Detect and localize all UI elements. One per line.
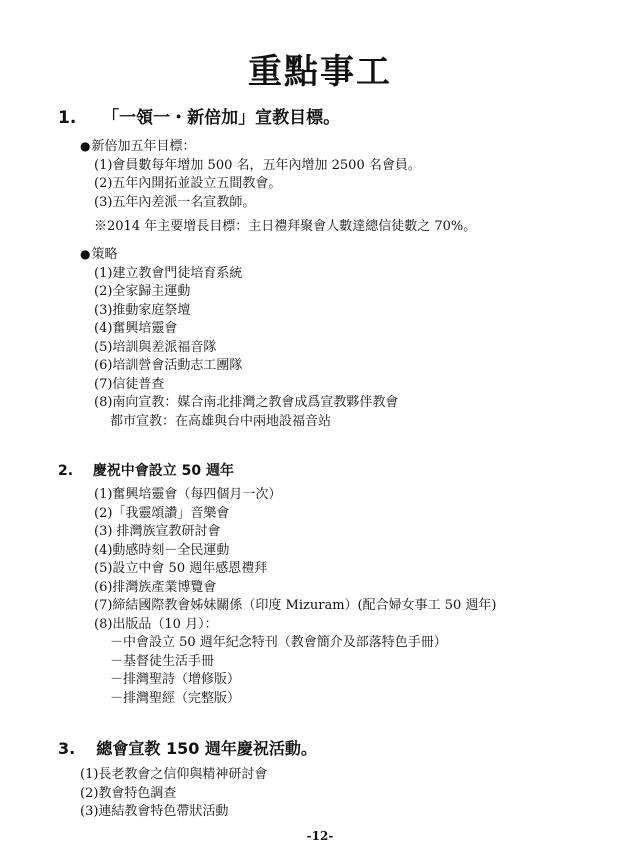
goals-group	[80, 137, 476, 237]
sub-list-item: －基督徒生活手冊	[110, 653, 215, 669]
list-item: (6)培訓營會活動志工團隊	[94, 358, 243, 373]
page-number: -12-	[306, 829, 334, 843]
sub-list-item: －排灣聖詩（增修版）	[110, 672, 241, 687]
list-item: (4)動感時刻－全民運動	[94, 542, 230, 558]
list-item: (7)信徒普查	[94, 376, 165, 392]
section-1-heading	[58, 103, 340, 128]
list-item: (1)奮興培靈會（每四個月一次）	[94, 487, 282, 502]
goals-heading: ●新倍加五年目標：	[80, 139, 196, 154]
list-item: (2)五年內開拓並設立五間教會。	[94, 176, 282, 191]
strategy-heading: ●策略	[80, 247, 118, 262]
list-item: (5)設立中會 50 週年感恩禮拜	[94, 561, 268, 576]
list-item: (3) 排灣族宣教研討會	[94, 524, 221, 539]
list-item: (4)奮興培靈會	[94, 321, 178, 336]
anniversary-list	[80, 486, 496, 708]
sub-list-item: －中會設立 50 週年紀念特刊（教會簡介及部落特色手冊）	[110, 635, 447, 650]
page-title: 重點事工	[248, 52, 392, 92]
section-number: 1.	[58, 108, 77, 128]
list-item: (1)會員數每年增加 500 名，五年內增加 2500 名會員。	[94, 157, 421, 173]
bullet-icon: ●	[80, 139, 91, 153]
section-3-heading	[58, 736, 317, 759]
list-item: (1)長老教會之信仰與精神研討會	[80, 767, 268, 782]
list-item: (8)出版品（10 月）：	[94, 616, 218, 632]
list-item: (3)五年內差派一名宣教師。	[94, 194, 256, 210]
section-title: 總會宣教 150 週年慶祝活動。	[96, 739, 317, 758]
list-item: (3)連結教會特色帶狀活動	[80, 804, 229, 819]
bullet-icon: ●	[80, 247, 91, 261]
list-item: (1)建立教會門徒培育系統	[94, 265, 243, 281]
list-item: (6)排灣族產業博覽會	[94, 579, 217, 595]
list-item: (3)推動家庭祭壇	[94, 302, 191, 318]
strategy-group	[80, 245, 398, 431]
section-title: 慶祝中會設立 50 週年	[92, 463, 235, 479]
growth-note: ※2014 年主要增長目標：主日禮拜聚會人數達總信徒數之 70%。	[94, 219, 477, 234]
section-title: 「一領一・新倍加」宣教目標。	[102, 108, 341, 128]
list-item-continuation: 都市宣教：在高雄與台中兩地設福音站	[110, 413, 332, 429]
list-item: (7)締結國際教會姊妹關係（印度 Mizuram）(配合婦女事工 50 週年)	[94, 598, 497, 613]
section-number: 3.	[58, 739, 76, 758]
list-item: (2)全家歸主運動	[94, 284, 191, 299]
sub-list-item: －排灣聖經（完整版）	[110, 690, 241, 706]
list-item: (2)教會特色調查	[80, 785, 177, 801]
list-item: (8)南向宣教：媒合南北排灣之教會成爲宣教夥伴教會	[94, 395, 399, 410]
section-number: 2.	[58, 463, 74, 479]
list-item: (5)培訓與差派福音隊	[94, 339, 217, 355]
list-item: (2)「我靈頌讚」音樂會	[94, 505, 230, 521]
celebration-list	[66, 766, 267, 822]
section-2-heading	[58, 460, 234, 480]
